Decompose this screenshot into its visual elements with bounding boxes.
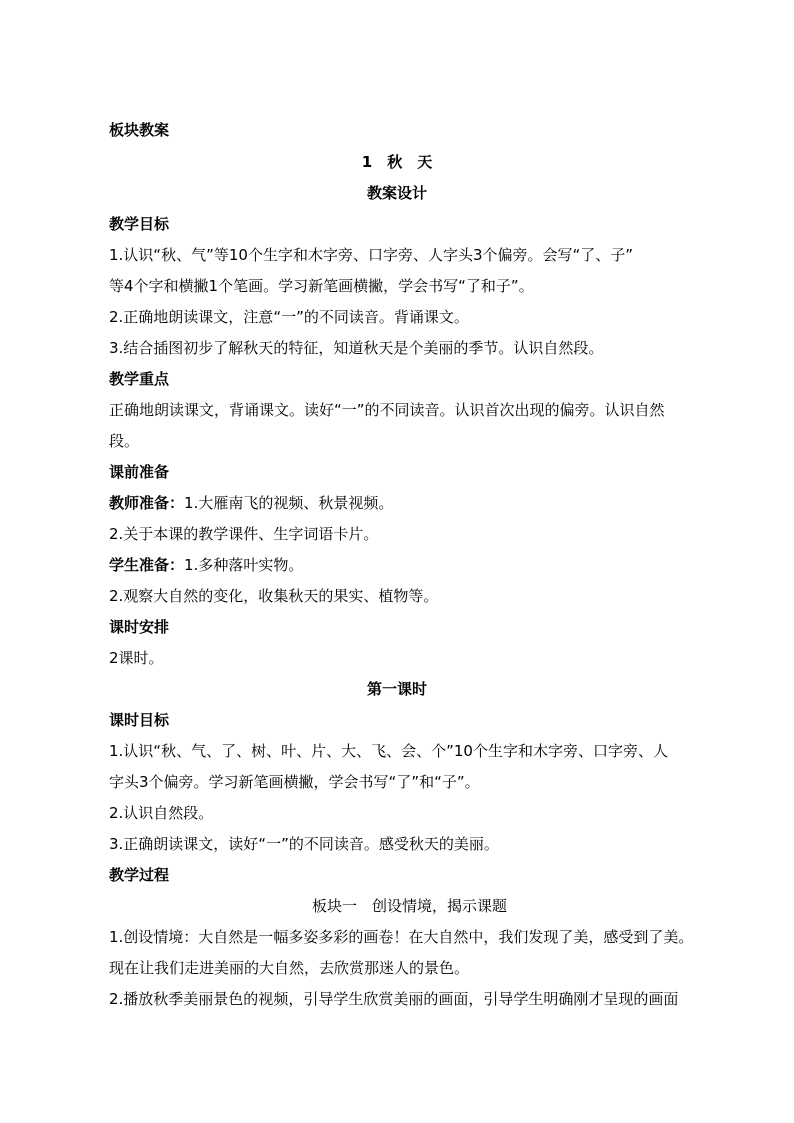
key-point-line: 正确地朗读课文，背诵课文。读好“一”的不同读音。认识首次出现的偏旁。认识自然 [109, 401, 665, 419]
key-heading: 教学重点 [109, 370, 170, 388]
first-lesson-heading: 第一课时 [366, 680, 427, 698]
block1-title: 板块一 创设情境，揭示课题 [312, 897, 508, 915]
section-label: 板块教案 [109, 121, 170, 139]
process-line: 1.创设情境：大自然是一幅多姿多彩的画卷！在大自然中，我们发现了美，感受到了美。 [109, 928, 694, 946]
process-line: 现在让我们走进美丽的大自然，去欣赏那迷人的景色。 [109, 959, 470, 977]
lesson-title: 1 秋 天 [361, 153, 433, 171]
process-line: 2.播放秋季美丽景色的视频，引导学生欣赏美丽的画面，引导学生明确刚才呈现的画面 [109, 990, 679, 1008]
goal-line: 等4个字和横撇1个笔画。学习新笔画横撇，学会书写“了和子”。 [109, 277, 534, 295]
schedule-heading: 课时安排 [109, 618, 170, 636]
goal-line: 2.正确地朗读课文，注意“一”的不同读音。背诵课文。 [109, 308, 469, 326]
teacher-prep-item: 1.大雁南飞的视频、秋景视频。 [184, 494, 394, 512]
lesson-goal-line: 字头3个偏旁。学习新笔画横撇，学会书写“了”和“子”。 [109, 773, 480, 791]
key-point-line: 段。 [109, 432, 140, 450]
lesson-goals-heading: 课时目标 [109, 711, 170, 729]
goals-heading: 教学目标 [109, 215, 170, 233]
goal-line: 3.结合插图初步了解秋天的特征，知道秋天是个美丽的季节。认识自然段。 [109, 339, 604, 357]
teacher-prep-line [109, 493, 393, 513]
student-prep-item: 1.多种落叶实物。 [184, 556, 304, 574]
lesson-goal-line: 2.认识自然段。 [109, 804, 214, 822]
lesson-goal-line: 1.认识“秋、气、了、树、叶、片、大、飞、会、个”10个生字和木字旁、口字旁、人 [109, 742, 668, 760]
schedule-text: 2课时。 [109, 649, 164, 667]
teacher-prep-item: 2.关于本课的教学课件、生字词语卡片。 [109, 525, 379, 543]
goal-line: 1.认识“秋、气”等10个生字和木字旁、口字旁、人字头3个偏旁。会写“了、子” [109, 246, 634, 264]
teacher-prep-label: 教师准备： [109, 494, 185, 512]
lesson-goal-line: 3.正确朗读课文，读好“一”的不同读音。感受秋天的美丽。 [109, 835, 499, 853]
process-heading: 教学过程 [109, 866, 170, 884]
student-prep-line [109, 555, 303, 575]
prep-heading: 课前准备 [109, 463, 170, 481]
student-prep-label: 学生准备： [109, 556, 185, 574]
student-prep-item: 2.观察大自然的变化，收集秋天的果实、植物等。 [109, 587, 439, 605]
design-heading: 教案设计 [366, 184, 427, 202]
